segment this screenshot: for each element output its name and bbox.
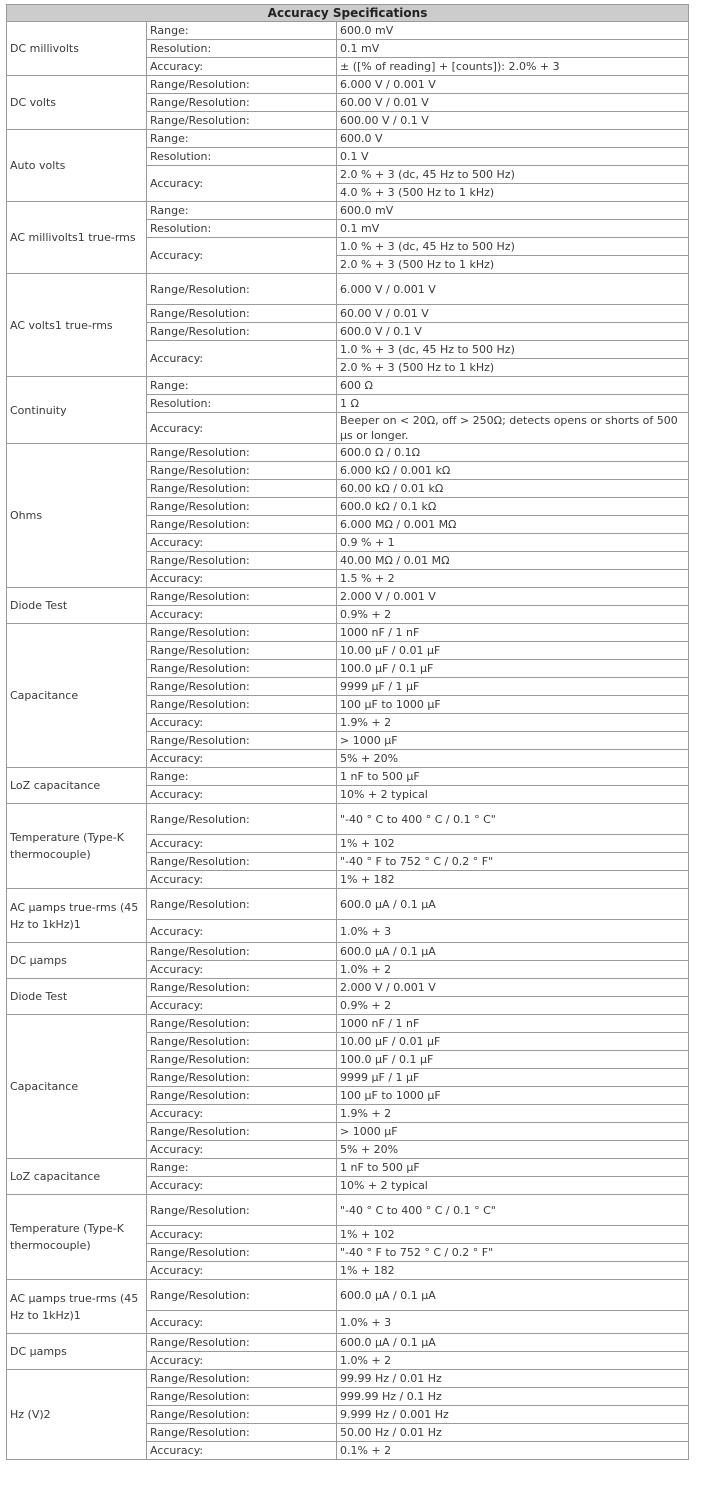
value-cell: 0.9% + 2 [337,997,689,1015]
category-cell: Capacitance [7,1015,147,1159]
value-cell: 60.00 kΩ / 0.01 kΩ [337,480,689,498]
value-cell: 100.0 μF / 0.1 μF [337,660,689,678]
parameter-label-cell: Range/Resolution: [147,624,337,642]
parameter-label-cell: Accuracy: [147,1105,337,1123]
value-cell: 0.9 % + 1 [337,534,689,552]
category-cell: Auto volts [7,130,147,202]
category-cell: DC volts [7,76,147,130]
parameter-label-cell: Range/Resolution: [147,1406,337,1424]
value-cell: 2.000 V / 0.001 V [337,979,689,997]
value-cell: 600.00 V / 0.1 V [337,112,689,130]
table-title: Accuracy Specifications [7,5,689,22]
parameter-label-cell: Accuracy: [147,1177,337,1195]
parameter-label-cell: Range/Resolution: [147,588,337,606]
value-cell: 40.00 MΩ / 0.01 MΩ [337,552,689,570]
parameter-label-cell: Accuracy: [147,1141,337,1159]
value-cell: 600.0 mV [337,22,689,40]
parameter-label-cell: Resolution: [147,40,337,58]
parameter-label-cell: Accuracy: [147,58,337,76]
category-cell: Ohms [7,444,147,588]
value-cell: 1.0% + 2 [337,961,689,979]
parameter-label-cell: Range: [147,768,337,786]
category-cell: Temperature (Type-K thermocouple) [7,1195,147,1280]
value-cell: 1.5 % + 2 [337,570,689,588]
value-cell: 2.0 % + 3 (500 Hz to 1 kHz) [337,359,689,377]
value-cell: 999.99 Hz / 0.1 Hz [337,1388,689,1406]
parameter-label-cell: Accuracy: [147,238,337,274]
value-cell: 0.1 mV [337,40,689,58]
value-cell: 600.0 kΩ / 0.1 kΩ [337,498,689,516]
parameter-label-cell: Accuracy: [147,835,337,853]
value-cell: 100 μF to 1000 μF [337,696,689,714]
parameter-label-cell: Range: [147,1159,337,1177]
value-cell: 1 Ω [337,395,689,413]
value-cell: "-40 ° C to 400 ° C / 0.1 ° C" [337,1195,689,1226]
category-cell: LoZ capacitance [7,1159,147,1195]
parameter-label-cell: Range/Resolution: [147,889,337,920]
parameter-label-cell: Range/Resolution: [147,516,337,534]
parameter-label-cell: Resolution: [147,395,337,413]
table-header-row [7,5,689,22]
parameter-label-cell: Range/Resolution: [147,274,337,305]
parameter-label-cell: Range/Resolution: [147,1087,337,1105]
category-cell: Continuity [7,377,147,444]
table-row [7,1280,689,1311]
value-cell: 60.00 V / 0.01 V [337,94,689,112]
parameter-label-cell: Range/Resolution: [147,732,337,750]
parameter-label-cell: Accuracy: [147,1442,337,1460]
parameter-label-cell: Range: [147,22,337,40]
table-row [7,22,689,40]
value-cell: 1.0% + 2 [337,1352,689,1370]
category-cell: DC millivolts [7,22,147,76]
category-cell: DC μamps [7,943,147,979]
value-cell: 1000 nF / 1 nF [337,624,689,642]
value-cell: 0.9% + 2 [337,606,689,624]
parameter-label-cell: Range/Resolution: [147,1388,337,1406]
value-cell: 4.0 % + 3 (500 Hz to 1 kHz) [337,184,689,202]
value-cell: 10% + 2 typical [337,1177,689,1195]
category-cell: Diode Test [7,979,147,1015]
parameter-label-cell: Range: [147,202,337,220]
parameter-label-cell: Range: [147,130,337,148]
parameter-label-cell: Accuracy: [147,606,337,624]
value-cell: 600.0 V / 0.1 V [337,323,689,341]
value-cell: 600.0 Ω / 0.1Ω [337,444,689,462]
value-cell: 100 μF to 1000 μF [337,1087,689,1105]
value-cell: 6.000 V / 0.001 V [337,76,689,94]
table-row [7,1334,689,1352]
value-cell: 600.0 μA / 0.1 μA [337,1280,689,1311]
value-cell: 1.0% + 3 [337,1311,689,1334]
value-cell: 5% + 20% [337,750,689,768]
category-cell: AC μamps true-rms (45 Hz to 1kHz)1 [7,889,147,943]
parameter-label-cell: Range/Resolution: [147,444,337,462]
parameter-label-cell: Accuracy: [147,166,337,202]
parameter-label-cell: Range/Resolution: [147,696,337,714]
parameter-label-cell: Accuracy: [147,920,337,943]
category-cell: Hz (V)2 [7,1370,147,1460]
category-cell: Temperature (Type-K thermocouple) [7,804,147,889]
value-cell: 1.0 % + 3 (dc, 45 Hz to 500 Hz) [337,238,689,256]
table-row [7,624,689,642]
category-cell: AC μamps true-rms (45 Hz to 1kHz)1 [7,1280,147,1334]
value-cell: 10% + 2 typical [337,786,689,804]
parameter-label-cell: Range/Resolution: [147,1051,337,1069]
parameter-label-cell: Range/Resolution: [147,853,337,871]
table-row [7,1015,689,1033]
value-cell: 9999 μF / 1 μF [337,678,689,696]
category-cell: Diode Test [7,588,147,624]
parameter-label-cell: Accuracy: [147,1311,337,1334]
value-cell: "-40 ° F to 752 ° C / 0.2 ° F" [337,1244,689,1262]
value-cell: 600.0 μA / 0.1 μA [337,1334,689,1352]
parameter-label-cell: Range/Resolution: [147,1069,337,1087]
value-cell: > 1000 μF [337,1123,689,1141]
value-cell: 1.0 % + 3 (dc, 45 Hz to 500 Hz) [337,341,689,359]
parameter-label-cell: Range/Resolution: [147,642,337,660]
parameter-label-cell: Range/Resolution: [147,660,337,678]
value-cell: 600.0 mV [337,202,689,220]
parameter-label-cell: Range/Resolution: [147,979,337,997]
parameter-label-cell: Accuracy: [147,413,337,444]
value-cell: 1% + 182 [337,871,689,889]
value-cell: "-40 ° F to 752 ° C / 0.2 ° F" [337,853,689,871]
parameter-label-cell: Accuracy: [147,570,337,588]
table-body [7,22,689,1460]
value-cell: "-40 ° C to 400 ° C / 0.1 ° C" [337,804,689,835]
parameter-label-cell: Accuracy: [147,871,337,889]
parameter-label-cell: Accuracy: [147,714,337,732]
value-cell: 10.00 μF / 0.01 μF [337,642,689,660]
parameter-label-cell: Range/Resolution: [147,1244,337,1262]
value-cell: > 1000 μF [337,732,689,750]
value-cell: 2.0 % + 3 (dc, 45 Hz to 500 Hz) [337,166,689,184]
parameter-label-cell: Range/Resolution: [147,1033,337,1051]
table-row [7,768,689,786]
value-cell: 1.9% + 2 [337,714,689,732]
value-cell: 0.1 V [337,148,689,166]
table-row [7,588,689,606]
parameter-label-cell: Accuracy: [147,786,337,804]
parameter-label-cell: Range/Resolution: [147,943,337,961]
parameter-label-cell: Accuracy: [147,1352,337,1370]
value-cell: 1.9% + 2 [337,1105,689,1123]
parameter-label-cell: Range/Resolution: [147,1195,337,1226]
value-cell: ± ([% of reading] + [counts]): 2.0% + 3 [337,58,689,76]
parameter-label-cell: Range/Resolution: [147,552,337,570]
parameter-label-cell: Range/Resolution: [147,804,337,835]
value-cell: 9.999 Hz / 0.001 Hz [337,1406,689,1424]
table-row [7,979,689,997]
parameter-label-cell: Range/Resolution: [147,1280,337,1311]
table-row [7,274,689,305]
table-row [7,202,689,220]
parameter-label-cell: Range/Resolution: [147,480,337,498]
category-cell: AC millivolts1 true-rms [7,202,147,274]
value-cell: 2.000 V / 0.001 V [337,588,689,606]
table-row [7,804,689,835]
parameter-label-cell: Range/Resolution: [147,498,337,516]
category-cell: DC μamps [7,1334,147,1370]
parameter-label-cell: Range/Resolution: [147,678,337,696]
value-cell: 50.00 Hz / 0.01 Hz [337,1424,689,1442]
table-row [7,377,689,395]
value-cell: 1000 nF / 1 nF [337,1015,689,1033]
table-row [7,943,689,961]
value-cell: 600.0 μA / 0.1 μA [337,943,689,961]
accuracy-specifications-table [6,4,689,1460]
category-cell: LoZ capacitance [7,768,147,804]
parameter-label-cell: Range/Resolution: [147,1334,337,1352]
parameter-label-cell: Accuracy: [147,997,337,1015]
value-cell: 60.00 V / 0.01 V [337,305,689,323]
parameter-label-cell: Range/Resolution: [147,1123,337,1141]
parameter-label-cell: Resolution: [147,148,337,166]
value-cell: 600.0 μA / 0.1 μA [337,889,689,920]
table-row [7,1370,689,1388]
value-cell: 1 nF to 500 μF [337,1159,689,1177]
table-row [7,1159,689,1177]
value-cell: 2.0 % + 3 (500 Hz to 1 kHz) [337,256,689,274]
value-cell: 0.1 mV [337,220,689,238]
table-row [7,130,689,148]
value-cell: 5% + 20% [337,1141,689,1159]
parameter-label-cell: Accuracy: [147,961,337,979]
value-cell: 6.000 kΩ / 0.001 kΩ [337,462,689,480]
category-cell: Capacitance [7,624,147,768]
parameter-label-cell: Range/Resolution: [147,323,337,341]
value-cell: 600.0 V [337,130,689,148]
parameter-label-cell: Accuracy: [147,1262,337,1280]
value-cell: 100.0 μF / 0.1 μF [337,1051,689,1069]
parameter-label-cell: Accuracy: [147,534,337,552]
parameter-label-cell: Range/Resolution: [147,462,337,480]
parameter-label-cell: Range/Resolution: [147,1370,337,1388]
value-cell: 1% + 102 [337,1226,689,1244]
value-cell: Beeper on < 20Ω, off > 250Ω; detects opens or shorts of 500 μs or longer. [337,413,689,444]
parameter-label-cell: Range/Resolution: [147,112,337,130]
parameter-label-cell: Accuracy: [147,341,337,377]
table-row [7,76,689,94]
value-cell: 6.000 V / 0.001 V [337,274,689,305]
value-cell: 99.99 Hz / 0.01 Hz [337,1370,689,1388]
value-cell: 0.1% + 2 [337,1442,689,1460]
table-row [7,1195,689,1226]
value-cell: 9999 μF / 1 μF [337,1069,689,1087]
value-cell: 1% + 182 [337,1262,689,1280]
parameter-label-cell: Range/Resolution: [147,1015,337,1033]
parameter-label-cell: Resolution: [147,220,337,238]
value-cell: 600 Ω [337,377,689,395]
parameter-label-cell: Range: [147,377,337,395]
table-row [7,444,689,462]
table-row [7,889,689,920]
value-cell: 1 nF to 500 μF [337,768,689,786]
parameter-label-cell: Range/Resolution: [147,1424,337,1442]
value-cell: 10.00 μF / 0.01 μF [337,1033,689,1051]
parameter-label-cell: Range/Resolution: [147,76,337,94]
value-cell: 1.0% + 3 [337,920,689,943]
parameter-label-cell: Range/Resolution: [147,305,337,323]
parameter-label-cell: Accuracy: [147,750,337,768]
parameter-label-cell: Range/Resolution: [147,94,337,112]
value-cell: 6.000 MΩ / 0.001 MΩ [337,516,689,534]
parameter-label-cell: Accuracy: [147,1226,337,1244]
value-cell: 1% + 102 [337,835,689,853]
category-cell: AC volts1 true-rms [7,274,147,377]
